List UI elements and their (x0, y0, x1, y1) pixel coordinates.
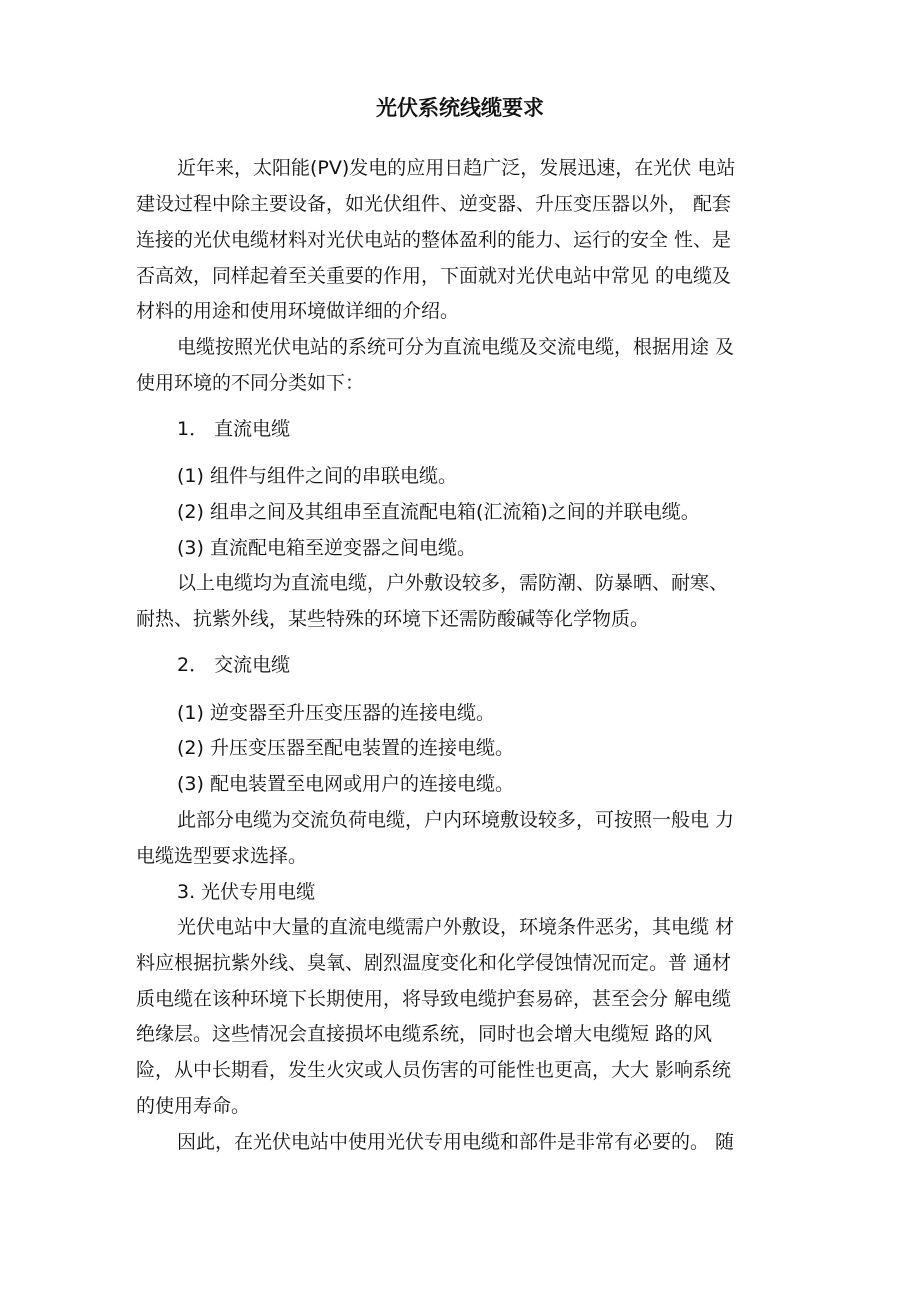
list-item: (3) 直流配电箱至逆变器之间电缆。 (177, 537, 476, 559)
paragraph-line: 使用环境的不同分类如下： (136, 372, 365, 394)
paragraph-line: 绝缘层。这些情况会直接损坏电缆系统，同时也会增大电缆短 路的风 (136, 1023, 713, 1045)
paragraph-line: 连接的光伏电缆材料对光伏电站的整体盈利的能力、运行的安全 性、是 (136, 229, 732, 251)
list-item: (2) 组串之间及其组串至直流配电箱(汇流箱)之间的并联电缆。 (177, 501, 700, 523)
paragraph-line: 光伏电站中大量的直流电缆需户外敷设，环境条件恶劣，其电缆 材 (177, 916, 735, 938)
paragraph-line: 材料的用途和使用环境做详细的介绍。 (136, 300, 460, 322)
list-item: (2) 升压变压器至配电装置的连接电缆。 (177, 737, 514, 759)
paragraph-line: 以上电缆均为直流电缆，户外敷设较多，需防潮、防暴晒、耐寒、 (177, 572, 729, 594)
paragraph-line: 否高效，同样起着至关重要的作用，下面就对光伏电站中常见 的电缆及 (136, 265, 732, 287)
list-item: (1) 逆变器至升压变压器的连接电缆。 (177, 702, 495, 724)
document-title: 光伏系统线缆要求 (376, 96, 544, 120)
section-heading-dc-cable: 1． 直流电缆 (177, 418, 291, 440)
section-heading-pv-cable: 3. 光伏专用电缆 (177, 881, 316, 903)
paragraph-line: 电缆按照光伏电站的系统可分为直流电缆及交流电缆，根据用途 及 (177, 336, 735, 358)
paragraph-line: 料应根据抗紫外线、臭氧、剧烈温度变化和化学侵蚀情况而定。普 通材 (136, 952, 732, 974)
paragraph-line: 因此，在光伏电站中使用光伏专用电缆和部件是非常有必要的。 随 (177, 1131, 735, 1153)
paragraph-line: 耐热、抗紫外线，某些特殊的环境下还需防酸碱等化学物质。 (136, 608, 650, 630)
section-heading-ac-cable: 2． 交流电缆 (177, 654, 291, 676)
paragraph-line: 此部分电缆为交流负荷电缆，户内环境敷设较多，可按照一般电 力 (177, 809, 735, 831)
list-item: (1) 组件与组件之间的串联电缆。 (177, 465, 457, 487)
paragraph-line: 电缆选型要求选择。 (136, 845, 308, 867)
paragraph-line: 险，从中长期看，发生火灾或人员伤害的可能性也更高，大大 影响系统 (136, 1059, 732, 1081)
paragraph-line: 的使用寿命。 (136, 1095, 251, 1117)
paragraph-line: 近年来，太阳能(PV)发电的应用日趋广泛，发展迅速，在光伏 电站 (177, 157, 736, 179)
list-item: (3) 配电装置至电网或用户的连接电缆。 (177, 773, 514, 795)
paragraph-line: 质电缆在该种环境下长期使用，将导致电缆护套易碎，甚至会分 解电缆 (136, 988, 732, 1010)
paragraph-line: 建设过程中除主要设备，如光伏组件、逆变器、升压变压器以外， 配套 (136, 193, 732, 215)
